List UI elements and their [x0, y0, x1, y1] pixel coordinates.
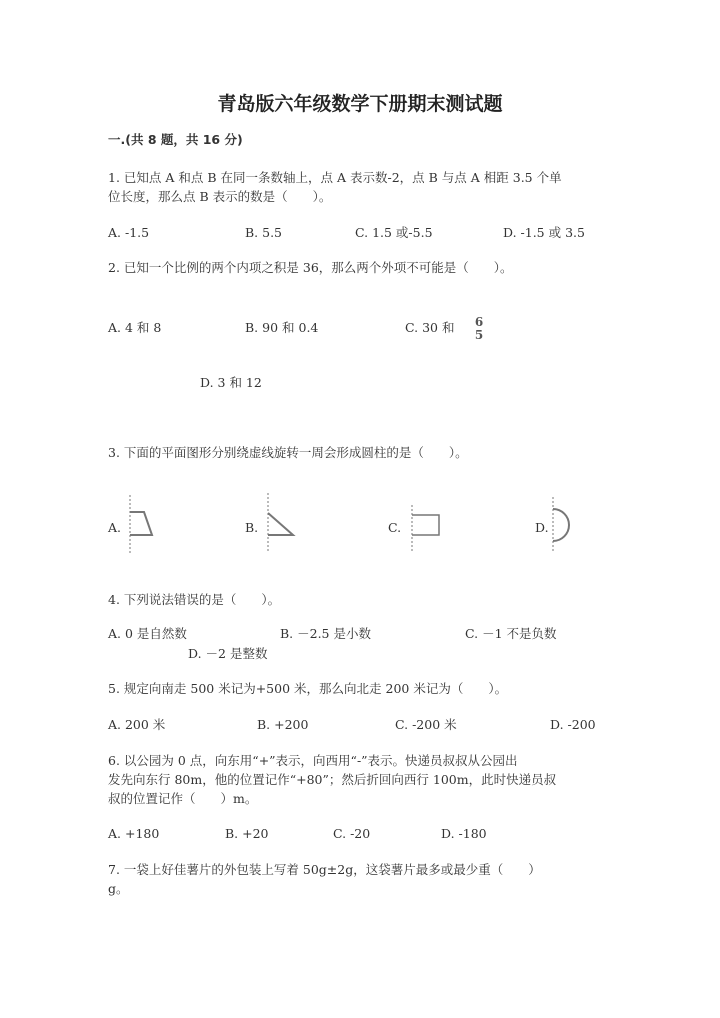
q2-option-b: B. 90 和 0.4: [245, 320, 319, 335]
rectangle-figure: [407, 505, 442, 555]
triangle-figure: [263, 493, 298, 555]
q1-option-c: C. 1.5 或-5.5: [355, 225, 433, 240]
q2-option-c: C. 30 和: [405, 320, 455, 335]
q5-option-b: B. +200: [257, 717, 309, 732]
q6-option-c: C. -20: [333, 826, 371, 841]
q3-option-d: D.: [535, 520, 549, 535]
q3-option-a: A.: [108, 520, 122, 535]
q1-stem: 1. 已知点 A 和点 B 在同一条数轴上，点 A 表示数-2，点 B 与点 A 相距 3.5 个单: [108, 170, 562, 185]
q2-option-d: D. 3 和 12: [200, 375, 262, 390]
q2-stem: 2. 已知一个比例的两个内项之积是 36，那么两个外项不可能是（ ）。: [108, 260, 513, 275]
q6-option-b: B. +20: [225, 826, 269, 841]
q6-stem: 发先向东行 80m，他的位置记作“+80”；然后折回向西行 100m，此时快递员叔: [108, 772, 557, 787]
q3-stem: 3. 下面的平面图形分别绕虚线旋转一周会形成圆柱的是（ ）。: [108, 445, 468, 460]
trapezoid-figure: [125, 495, 160, 555]
q5-option-a: A. 200 米: [108, 717, 166, 732]
section-heading: 一.(共 8 题，共 16 分): [108, 132, 243, 147]
q5-option-d: D. -200: [550, 717, 596, 732]
q1-option-a: A. -1.5: [108, 225, 150, 240]
q1-option-d: D. -1.5 或 3.5: [503, 225, 585, 240]
q1-stem: 位长度，那么点 B 表示的数是（ ）。: [108, 189, 332, 204]
q5-stem: 5. 规定向南走 500 米记为+500 米，那么向北走 200 米记为（ ）。: [108, 681, 508, 696]
q7-stem: 7. 一袋上好佳薯片的外包装上写着 50g±2g，这袋薯片最多或最少重（ ）: [108, 862, 541, 877]
q5-option-c: C. -200 米: [395, 717, 457, 732]
q1-option-b: B. 5.5: [245, 225, 283, 240]
q6-option-a: A. +180: [108, 826, 160, 841]
q6-option-d: D. -180: [441, 826, 487, 841]
q4-option-a: A. 0 是自然数: [108, 626, 187, 641]
q6-stem: 6. 以公园为 0 点，向东用“+”表示，向西用“-”表示。快递员叔叔从公园出: [108, 753, 518, 768]
numerator: 6: [474, 315, 484, 329]
q4-stem: 4. 下列说法错误的是（ ）。: [108, 592, 281, 607]
q6-stem: 叔的位置记作（ ）m。: [108, 791, 258, 806]
q4-option-d: D. －2 是整数: [188, 646, 268, 661]
fraction: [472, 316, 486, 342]
q7-stem: g。: [108, 881, 129, 896]
q4-option-c: C. －1 不是负数: [465, 626, 557, 641]
q3-option-c: C.: [388, 520, 402, 535]
semicircle-figure: [548, 497, 578, 553]
q2-option-a: A. 4 和 8: [108, 320, 162, 335]
denominator: 5: [474, 328, 484, 342]
page-title: 青岛版六年级数学下册期末测试题: [217, 93, 503, 115]
q3-option-b: B.: [245, 520, 259, 535]
q4-option-b: B. －2.5 是小数: [280, 626, 371, 641]
